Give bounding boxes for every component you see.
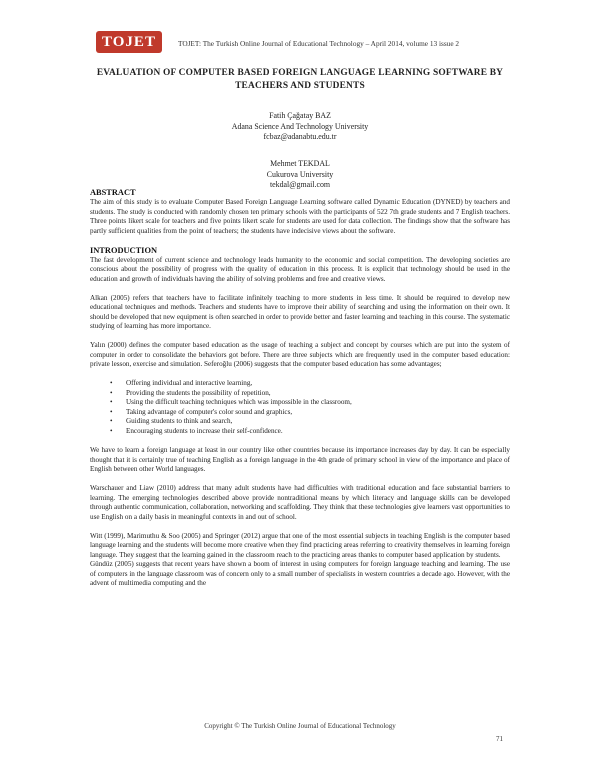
paragraph: Yalın (2000) defines the computer based education as the usage of teaching a subject and concept by courses which are put into the system of computer in order to consolidate the behaviors got before. There are three subjects which are frequently used in the computer based education: private lesson, exercise and simulation. Seferoğlu (2006) suggests that the computer based education has some advantages; — [90, 341, 510, 368]
paper-title: EVALUATION OF COMPUTER BASED FOREIGN LANGUAGE LEARNING SOFTWARE BY TEACHERS AND STUDENTS — [96, 68, 504, 91]
paragraph: We have to learn a foreign language at least in our country like other countries because its importance increases day by day. It can be especially thought that it is certainly true of teaching English as a foreign language in the 4th grade of primary school in view of the importance and place of English between other World languages. — [90, 446, 510, 473]
introduction-heading: INTRODUCTION — [90, 245, 158, 255]
paragraph: Alkan (2005) refers that teachers have to facilitate infinitely teaching to more students in less time. It should be required to develop new educational techniques and methods. Teachers and students have to improve their ability of searching and using the information on their own. It should be developed that new equipment is often searched in order to provide better and faster learning and teaching in this course. The systematic studying of learning has more importance. — [90, 293, 510, 330]
author-block — [180, 159, 420, 191]
page-number: 71 — [496, 735, 503, 743]
bullet-icon: • — [110, 426, 113, 435]
bullet-icon: • — [110, 388, 113, 397]
paper-body — [90, 188, 510, 598]
list-item: • Taking advantage of computer's color sound and graphics, — [110, 407, 293, 416]
author-affiliation: Cukurova University — [266, 169, 334, 179]
paragraph: Warschauer and Liaw (2010) address that many adult students have had difficulties with traditional education and face substantial barriers to learning. The emerging technologies described above provide nontraditional means by which literacy and language skills can be developed through authentic communication, collaboration, networking and scaffolding. They think that these technologies give learners vast opportunities to use English on a daily basis in meaningful contexts in and out of school. — [90, 484, 510, 521]
list-item: • Providing the students the possibility of repetition, — [110, 388, 271, 397]
bullet-icon: • — [110, 407, 113, 416]
bullet-icon: • — [110, 398, 113, 406]
journal-logo: TOJET — [96, 31, 162, 53]
list-item: • Using the difficult teaching techniques which was impossible in the classroom, — [110, 398, 352, 406]
paragraph: Gündüz (2005) suggests that recent years have shown a boom of interest in using computers for foreign language teaching and learning. The use of computers in the language classroom was of concern only to a small number of specialists in western countries a decade ago. However, with the advent of multimedia computing and the — [90, 560, 510, 587]
page-header — [96, 31, 516, 53]
advantages-list — [90, 379, 510, 436]
author-name: Mehmet TEKDAL — [270, 159, 330, 168]
list-item: • Offering individual and interactive learning, — [110, 379, 253, 387]
paragraph: Witt (1999), Marimuthu & Soo (2005) and Springer (2012) argue that one of the most essential subjects in teaching English is the computer based language learning and the students will become more creative when they find practicing areas referring to creativity themselves in learning foreign language. They suggest that the learning gained in the classroom reach to the practicing areas thanks to computer based application by students. — [90, 531, 510, 559]
abstract-text: The aim of this study is to evaluate Computer Based Foreign Language Learning software called Dynamic Education (DYNED) by teachers and students. The study is conducted with randomly chosen ten primary schools with the participants of 522 7th grade students and 7 English teachers. Three points likert scale for teachers and five points likert scale for students are used for data collection. The findings show that the software has partly sufficient qualities from the point of teachers; the students have indecisive views about the software. — [90, 198, 510, 235]
journal-info: TOJET: The Turkish Online Journal of Educational Technology – April 2014, volume 13 issue 2 — [178, 39, 460, 48]
abstract-heading: ABSTRACT — [90, 188, 136, 197]
author-email: fcbaz@adanabtu.edu.tr — [263, 132, 337, 142]
author-name: Fatih Çağatay BAZ — [269, 111, 331, 120]
author-affiliation: Adana Science And Technology University — [231, 121, 369, 131]
list-item: • Encouraging students to increase their self-confidence. — [110, 426, 283, 435]
list-item: • Guiding students to think and search, — [110, 417, 233, 425]
bullet-icon: • — [110, 417, 113, 425]
page-footer: Copyright © The Turkish Online Journal of Educational Technology — [204, 722, 396, 730]
author-email: tekdal@gmail.com — [269, 180, 331, 190]
author-block — [180, 111, 420, 143]
bullet-icon: • — [110, 379, 113, 387]
paragraph: The fast development of current science and technology leads humanity to the economic and social competition. The developing societies are conscious about the possibility of progress with the quality of education in this process. It is explicit that technology should be used in the education and growth of individuals having the ability of solving problems and free and creative views. — [90, 255, 510, 283]
